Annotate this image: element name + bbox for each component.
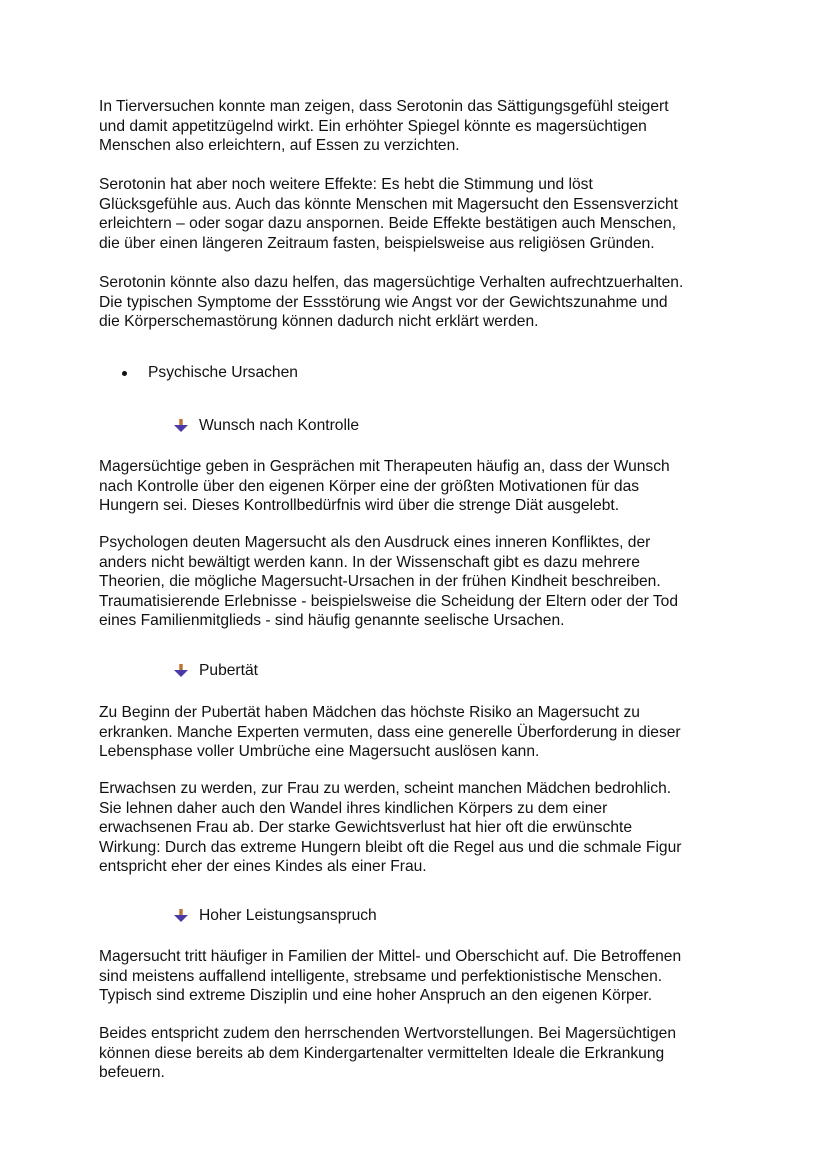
text-line: Psychologen deuten Magersucht als den Ausdruck eines inneren Konfliktes, der [99,534,651,551]
text-line: anders nicht bewältigt werden kann. In der Wissenschaft gibt es dazu mehrere [99,553,640,571]
text-line: und damit appetitzügelnd wirkt. Ein erhöhter Spiegel könnte es magersüchtigen [99,117,647,135]
text-line: erkranken. Manche Experten vermuten, dass eine generelle Überforderung in dieser [99,723,681,741]
text-line: erleichtern – oder sogar dazu anspornen. Beide Effekte bestätigen auch Menschen, [99,215,677,233]
text-line: nach Kontrolle über den eigenen Körper eine der größten Motivationen für das [99,477,640,495]
sub-heading-wunsch-nach-kontrolle [173,416,359,436]
text-line: die Körperschemastörung können dadurch nicht erklärt werden. [99,313,539,331]
text-line: können diese bereits ab dem Kindergartenalter vermittelten Ideale die Erkrankung [99,1044,665,1062]
text-line: Magersüchtige geben in Gesprächen mit Therapeuten häufig an, dass der Wunsch [99,458,670,475]
text-line: Hungern sei. Dieses Kontrollbedürfnis wird über die strenge Diät ausgelebt. [99,497,620,515]
sub-heading-text: Hoher Leistungsanspruch [199,907,377,924]
text-line: erwachsenen Frau ab. Der starke Gewichtsverlust hat hier oft die erwünschte [99,819,633,837]
arrow-down-icon [173,909,189,923]
sub-heading-hoher-leistungsanspruch [173,906,377,926]
text-line: Die typischen Symptome der Essstörung wie Angst vor der Gewichtszunahme und [99,293,668,311]
arrow-down-icon [173,419,189,433]
text-line: Serotonin hat aber noch weitere Effekte: Es hebt die Stimmung und löst [99,176,593,193]
paragraph-serotonin-verhalten [99,273,739,332]
text-line: Beides entspricht zudem den herrschenden Wertvorstellungen. Bei Magersüchtigen [99,1025,677,1042]
text-line: Theorien, die mögliche Magersucht-Ursachen in der frühen Kindheit beschreiben. [99,573,661,591]
paragraph-kontrolle [99,457,739,516]
paragraph-pubertaet-risiko [99,703,739,762]
text-line: sind meistens auffallend intelligente, strebsame und perfektionistische Menschen. [99,967,663,985]
text-line: In Tierversuchen konnte man zeigen, dass Serotonin das Sättigungsgefühl steigert [99,98,669,115]
bullet-dot-icon [122,371,127,376]
text-line: befeuern. [99,1064,165,1082]
paragraph-familien [99,947,739,1006]
text-line: Glücksgefühle aus. Auch das könnte Menschen mit Magersucht den Essensverzicht [99,195,679,213]
sub-heading-pubertaet [173,661,258,681]
text-line: Magersucht tritt häufiger in Familien der Mittel- und Oberschicht auf. Die Betroffenen [99,948,682,965]
text-line: Sie lehnen daher auch den Wandel ihres kindlichen Körpers zu dem einer [99,799,608,817]
text-line: Lebensphase voller Umbrüche eine Magersucht auslösen kann. [99,743,540,761]
paragraph-serotonin-saettigung [99,97,739,156]
text-line: die über einen längeren Zeitraum fasten, beispielsweise aus religiösen Gründen. [99,234,655,252]
paragraph-erwachsen-werden [99,779,739,877]
text-line: eines Familienmitglieds - sind häufig genannte seelische Ursachen. [99,612,565,630]
text-line: Erwachsen zu werden, zur Frau zu werden, scheint manchen Mädchen bedrohlich. [99,780,672,797]
paragraph-wertvorstellungen [99,1024,739,1083]
sub-heading-text: Pubertät [199,662,258,679]
text-line: Typisch sind extreme Disziplin und eine hoher Anspruch an den eigenen Körper. [99,987,653,1005]
text-line: Menschen also erleichtern, auf Essen zu verzichten. [99,137,460,155]
section-heading-psychische-ursachen [122,363,298,383]
text-line: Wirkung: Durch das extreme Hungern bleibt oft die Regel aus und die schmale Figur [99,838,682,856]
paragraph-serotonin-effekte [99,175,739,253]
section-heading-text: Psychische Ursachen [148,364,298,381]
paragraph-psychologen [99,533,739,631]
sub-heading-text: Wunsch nach Kontrolle [199,417,360,434]
text-line: Traumatisierende Erlebnisse - beispielsweise die Scheidung der Eltern oder der Tod [99,592,679,610]
text-line: entspricht eher der eines Kindes als einer Frau. [99,858,427,876]
text-line: Zu Beginn der Pubertät haben Mädchen das höchste Risiko an Magersucht zu [99,704,640,721]
text-line: Serotonin könnte also dazu helfen, das magersüchtige Verhalten aufrechtzuerhalten. [99,274,684,291]
arrow-down-icon [173,664,189,678]
